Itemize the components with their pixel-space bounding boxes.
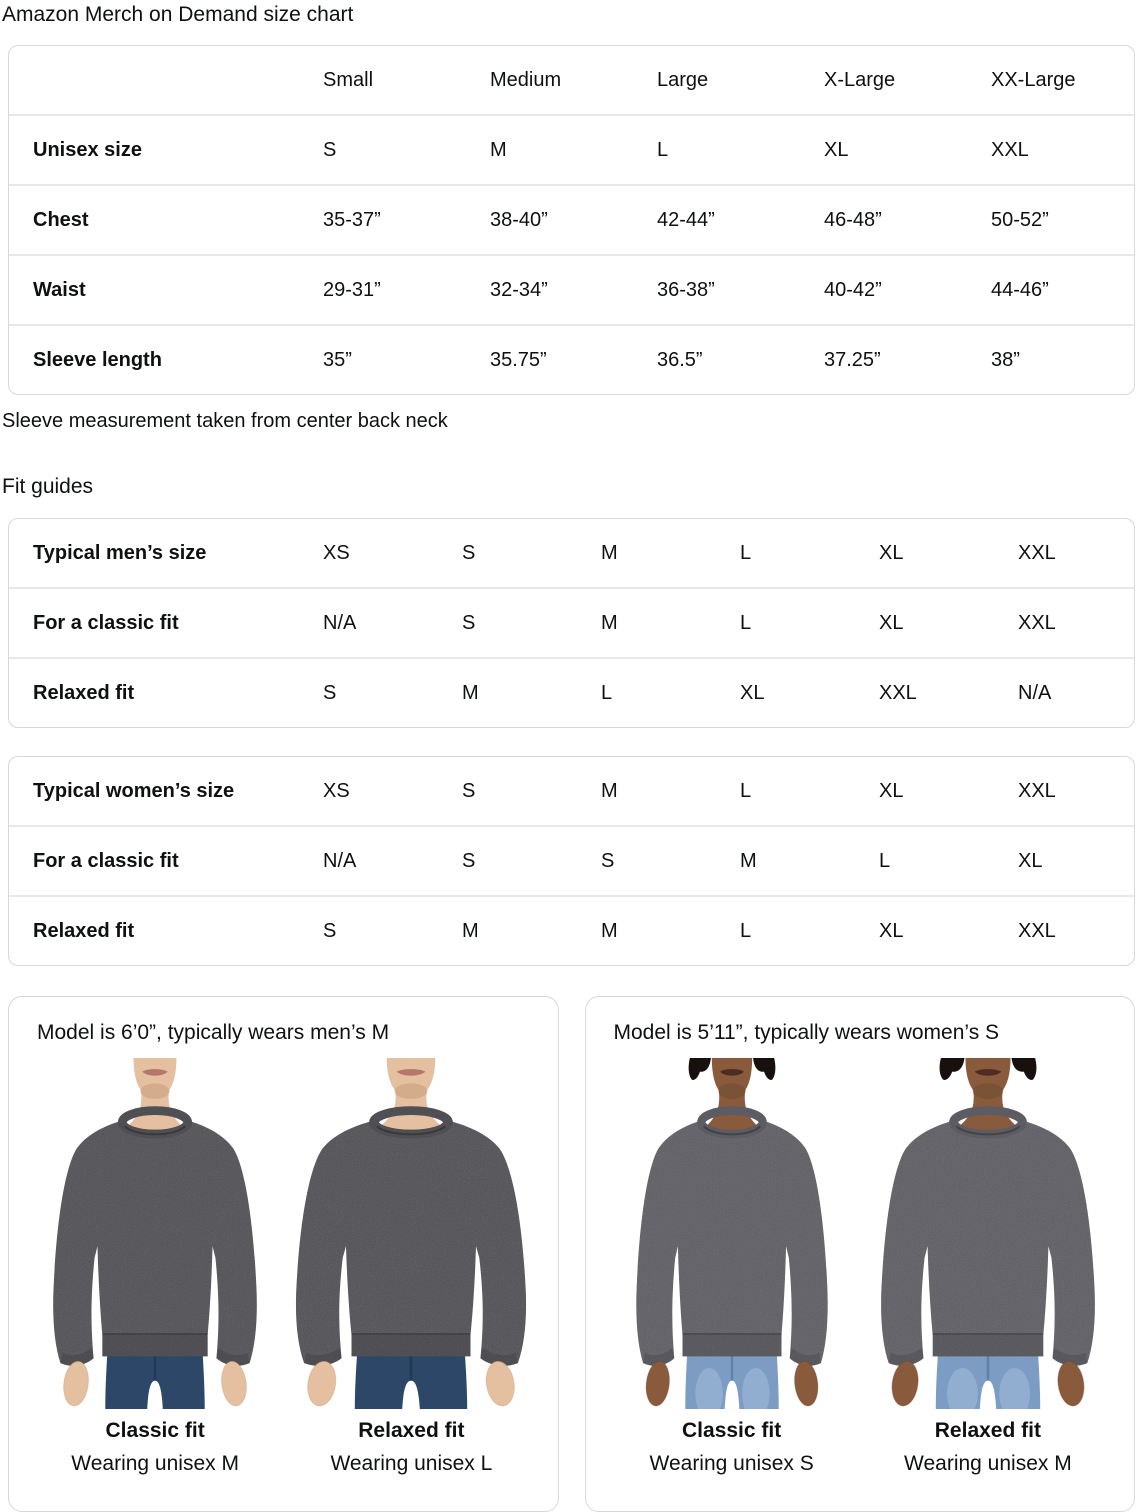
cell: XXL <box>1018 779 1056 802</box>
model-photo-mens-relaxed <box>279 1058 543 1409</box>
cell: 38-40” <box>490 184 657 254</box>
mens-relaxed-fit-figure <box>283 1058 539 1477</box>
table-row-mens-relaxed-fit <box>9 657 1134 727</box>
cell: 35-37” <box>323 184 490 254</box>
womens-fit-guide-table <box>8 756 1135 966</box>
cell: XXL <box>879 657 1018 727</box>
womens-relaxed-fit-figure <box>860 1058 1116 1477</box>
row-label: Chest <box>9 184 323 254</box>
cell: XS <box>323 779 350 802</box>
womens-model-card <box>585 996 1136 1512</box>
cell: XL <box>879 541 904 564</box>
column-header-x-large: X-Large <box>824 68 896 91</box>
table-row-mens-classic-fit <box>9 587 1134 657</box>
mens-model-card-title: Model is 6’0”, typically wears men’s M <box>37 1021 390 1044</box>
model-cards-row <box>8 996 1135 1512</box>
cell: S <box>462 541 476 564</box>
cell: S <box>462 825 601 895</box>
mens-classic-fit-figure <box>27 1058 283 1477</box>
mens-model-figures <box>27 1058 540 1477</box>
fit-name-label: Relaxed fit <box>358 1419 465 1442</box>
cell: 46-48” <box>824 184 991 254</box>
fit-name-label: Relaxed fit <box>934 1419 1041 1442</box>
cell: 42-44” <box>657 184 824 254</box>
cell: L <box>740 541 752 564</box>
model-photo-womens-relaxed <box>865 1058 1111 1409</box>
table-row-womens-classic-fit <box>9 825 1134 895</box>
cell: M <box>462 657 601 727</box>
cell: 38” <box>991 324 1134 394</box>
model-photo-womens-classic <box>622 1058 842 1409</box>
table-row-typical-womens-size <box>9 757 1134 825</box>
column-header-large: Large <box>657 68 709 91</box>
cell: N/A <box>1018 657 1134 727</box>
row-label: For a classic fit <box>9 587 323 657</box>
cell: M <box>740 825 879 895</box>
cell: L <box>740 895 879 965</box>
row-label: Unisex size <box>9 114 323 184</box>
fit-guides-heading: Fit guides <box>2 475 94 498</box>
cell: M <box>601 779 618 802</box>
cell: 32-34” <box>490 254 657 324</box>
cell: M <box>490 114 657 184</box>
cell: L <box>740 587 879 657</box>
column-header-xx-large: XX-Large <box>991 68 1076 91</box>
fit-name-label: Classic fit <box>105 1419 205 1442</box>
cell: XL <box>879 779 904 802</box>
row-label: Sleeve length <box>9 324 323 394</box>
wearing-size-label: Wearing unisex S <box>649 1452 814 1475</box>
row-label: Waist <box>9 254 323 324</box>
cell: S <box>323 657 462 727</box>
row-label: Typical women’s size <box>33 779 235 802</box>
row-label: Relaxed fit <box>9 895 323 965</box>
cell: S <box>462 779 476 802</box>
cell: M <box>601 587 740 657</box>
cell: 36.5” <box>657 324 824 394</box>
cell: S <box>601 825 740 895</box>
cell: 35” <box>323 324 490 394</box>
fit-name-label: Classic fit <box>682 1419 782 1442</box>
column-header-medium: Medium <box>490 68 562 91</box>
table-row-sleeve-length <box>9 324 1134 394</box>
cell: S <box>323 114 490 184</box>
cell: S <box>462 587 601 657</box>
row-label: Relaxed fit <box>9 657 323 727</box>
cell: L <box>657 114 824 184</box>
cell: 29-31” <box>323 254 490 324</box>
column-header-small: Small <box>323 68 374 91</box>
size-chart-header-row <box>9 46 1134 114</box>
cell: 50-52” <box>991 184 1134 254</box>
cell: S <box>323 895 462 965</box>
mens-model-card <box>8 996 559 1512</box>
cell: 37.25” <box>824 324 991 394</box>
mens-fit-guide-table <box>8 518 1135 728</box>
table-row-womens-relaxed-fit <box>9 895 1134 965</box>
cell: L <box>740 779 752 802</box>
model-photo-mens-classic <box>38 1058 272 1409</box>
cell: XS <box>323 541 350 564</box>
womens-model-figures <box>604 1058 1117 1477</box>
cell: 44-46” <box>991 254 1134 324</box>
cell: L <box>601 657 740 727</box>
cell: XXL <box>1018 541 1056 564</box>
table-row-typical-mens-size <box>9 519 1134 587</box>
cell: N/A <box>323 587 462 657</box>
cell: L <box>879 825 1018 895</box>
cell: XL <box>879 895 1018 965</box>
cell: XL <box>824 114 991 184</box>
wearing-size-label: Wearing unisex L <box>330 1452 493 1475</box>
table-row-waist <box>9 254 1134 324</box>
cell: M <box>601 895 740 965</box>
cell: XL <box>740 657 879 727</box>
wearing-size-label: Wearing unisex M <box>904 1452 1072 1475</box>
cell: XXL <box>1018 895 1134 965</box>
cell: XXL <box>1018 587 1134 657</box>
sleeve-measurement-note: Sleeve measurement taken from center back neck <box>2 410 448 432</box>
wearing-size-label: Wearing unisex M <box>71 1452 239 1475</box>
cell: 36-38” <box>657 254 824 324</box>
cell: M <box>462 895 601 965</box>
size-chart-table <box>8 45 1135 395</box>
cell: N/A <box>323 825 462 895</box>
row-label: For a classic fit <box>9 825 323 895</box>
cell: XL <box>879 587 1018 657</box>
cell: 35.75” <box>490 324 657 394</box>
cell: 40-42” <box>824 254 991 324</box>
corner-cell <box>9 46 323 114</box>
page-title: Amazon Merch on Demand size chart <box>2 3 354 26</box>
table-row-unisex-size <box>9 114 1134 184</box>
cell: XL <box>1018 825 1134 895</box>
table-row-chest <box>9 184 1134 254</box>
womens-classic-fit-figure <box>604 1058 860 1477</box>
cell: M <box>601 541 618 564</box>
cell: XXL <box>991 114 1134 184</box>
womens-model-card-title: Model is 5’11”, typically wears women’s S <box>613 1021 1000 1044</box>
row-label: Typical men’s size <box>33 541 207 564</box>
